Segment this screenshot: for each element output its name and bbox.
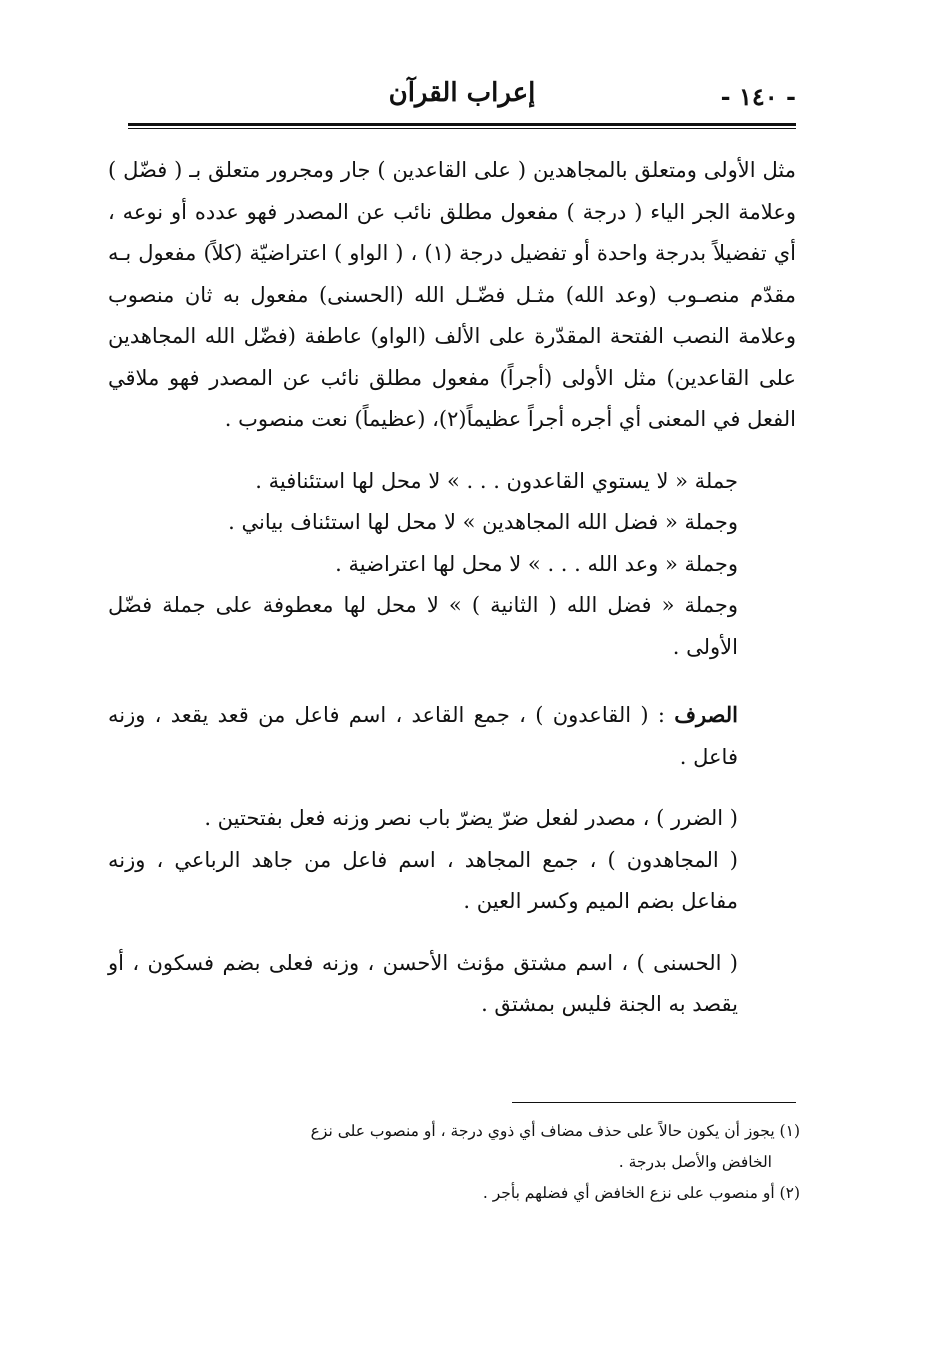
footnotes	[150, 1116, 800, 1209]
jumla-item: وجملة « فضل الله المجاهدين » لا محل لها استئناف بياني .	[228, 510, 738, 534]
sarf-entry-text: : ( القاعدون ) ، جمع القاعد ، اسم فاعل من قعد يقعد ، وزنه فاعل .	[108, 703, 738, 769]
sarf-entry	[108, 694, 796, 778]
main-text	[108, 150, 796, 1026]
header-rule	[128, 123, 796, 126]
jumla-item: وجملة « فضل الله ( الثانية ) » لا محل لها معطوفة على جملة فضّل الأولى .	[108, 593, 738, 659]
running-title: إعراب القرآن	[388, 78, 536, 108]
sarf-entry: ( الحسنى ) ، اسم مشتق مؤنث الأحسن ، وزنه فعلى بضم فسكون ، أو يقصد به الجنة فليس بمشتق .	[108, 950, 738, 1016]
page-number: - ١٤٠ -	[720, 82, 796, 111]
sarf-entry: ( المجاهدون ) ، جمع المجاهد ، اسم فاعل من جاهد الرباعي ، وزنه مفاعل بضم الميم وكسر العين .	[108, 847, 738, 913]
sarf-heading: الصرف	[674, 702, 738, 727]
jumla-list	[108, 461, 796, 669]
page-header	[128, 78, 796, 118]
footnote-1: (١) يجوز أن يكون حالاً على حذف مضاف أي ذوي درجة ، أو منصوب على نزع	[310, 1122, 800, 1140]
jumla-item: وجملة « وعد الله . . . » لا محل لها اعتراضية .	[335, 551, 738, 576]
footnote-2: (٢) أو منصوب على نزع الخافض أي فضلهم بأجر .	[482, 1184, 800, 1202]
sarf-entry: ( الضرر ) ، مصدر لفعل ضرّ يضرّ باب نصر وزنه فعل بفتحتين .	[204, 806, 738, 830]
header-rule-thin	[128, 128, 796, 129]
footnote-1-continued: الخافض والأصل بدرجة .	[618, 1153, 772, 1171]
jumla-item: جملة « لا يستوي القاعدون . . . » لا محل لها استئنافية .	[255, 468, 738, 493]
irab-paragraph: مثل الأولى ومتعلق بالمجاهدين ( على القاعدين ) جار ومجرور متعلق بـ ( فضّل ) وعلامة الجر الياء ( درجة ) مفعول مطلق نائب عن المصدر فهو عدده أو نوعه ، أي تفضيلاً بدرجة واحدة أو تفضيل درجة (١) ، ( الواو ) اعتراضيّة (كلاً) مفعول بـه مقدّم منصـوب (وعد الله) مثـل فضّـل الله (الحسنى) مفعول به ثان منصوب وعلامة النصب الفتحة المقدّرة على الألف (الواو) عاطفة (فضّل الله المجاهدين على القاعدين) مثل الأولى (أجراً) مفعول مطلق نائب عن المصدر فهو ملاقي الفعل في المعنى أي أجره أجراً عظيماً(٢)، (عظيماً) نعت منصوب .	[108, 158, 796, 431]
footnote-separator	[512, 1102, 796, 1103]
